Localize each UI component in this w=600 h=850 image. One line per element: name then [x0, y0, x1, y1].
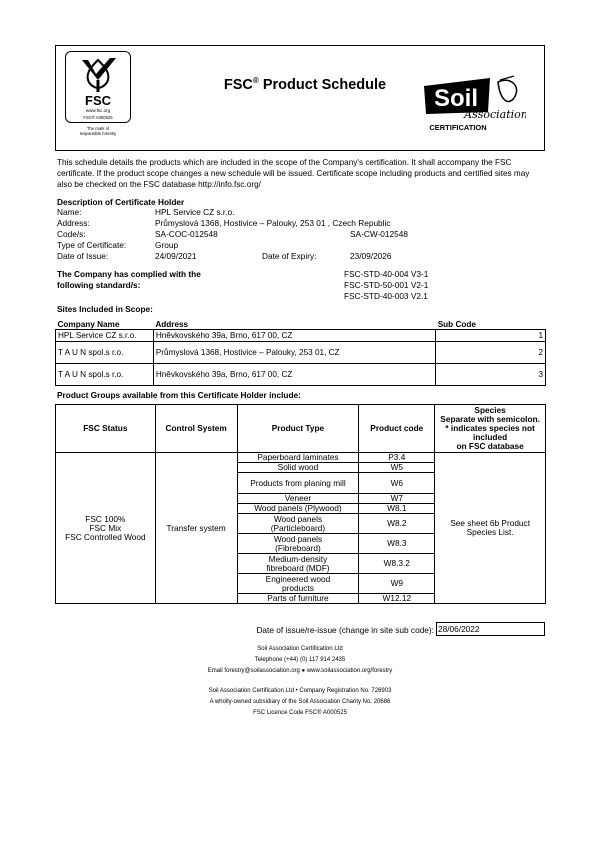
title-fsc: FSC	[223, 76, 253, 93]
address-value: Průmyslová 1368, Hostivice – Palouky, 253 01 , Czech Republic	[155, 218, 391, 228]
expiry-label: Date of Expiry:	[262, 251, 317, 261]
sites-header-row	[56, 320, 546, 330]
product-code: W5	[359, 463, 435, 473]
fsc-url: www.fsc.org	[85, 108, 111, 113]
table-row	[56, 364, 546, 386]
status-line: FSC 100%	[85, 513, 126, 524]
col-product-type: Product Type	[237, 405, 359, 453]
sites-table	[55, 320, 546, 386]
code-value-2: SA-CW-012548	[350, 229, 408, 239]
product-type: Solid wood	[237, 463, 359, 473]
site-company: HPL Service CZ s.r.o.	[56, 330, 154, 342]
product-header-row	[56, 405, 546, 453]
col-control-system: Control System	[155, 405, 237, 453]
standards-label-1: The Company has complied with the	[57, 269, 201, 279]
type-value: Group	[155, 240, 179, 250]
fsc-licence: FSC® A000525	[83, 115, 113, 120]
fsc-status-cell	[56, 453, 156, 604]
footer-email: Email forestry@soilassociation.org ● www.soilassociation.org/forestry	[207, 668, 393, 674]
fsc-caption	[62, 126, 134, 136]
name-label: Name:	[57, 207, 82, 217]
product-code: W8.1	[359, 504, 435, 514]
product-type: Wood panels (Particleboard)	[237, 514, 359, 534]
fsc-tagline-2: responsible forestry	[79, 131, 117, 136]
table-row	[56, 453, 546, 463]
product-code: W7	[359, 494, 435, 504]
standard-item: FSC-STD-50-001 V2-1	[344, 280, 429, 290]
product-code: W8.3.2	[359, 554, 435, 574]
status-line: FSC Controlled Wood	[65, 531, 146, 542]
product-type: Parts of furniture	[237, 594, 359, 604]
site-subcode: 3	[436, 364, 546, 386]
species-value: See sheet 6b Product Species List.	[450, 518, 530, 537]
product-code: W9	[359, 574, 435, 594]
product-code: W8.3	[359, 534, 435, 554]
reissue-date: 28/06/2022	[436, 622, 545, 636]
page-title	[195, 76, 415, 93]
soil-script: Association	[464, 108, 526, 121]
site-subcode: 1	[436, 330, 546, 342]
site-address: Hněvkovského 39a, Brno, 617 00, CZ	[153, 330, 435, 342]
col-subcode: Sub Code	[437, 320, 476, 329]
product-code: W12.12	[359, 594, 435, 604]
col-species	[435, 405, 546, 453]
status-line: FSC Mix	[89, 522, 122, 533]
fsc-wordmark: FSC	[85, 93, 111, 108]
product-type: Engineered wood products	[237, 574, 359, 594]
code-label: Code/s:	[57, 229, 86, 239]
table-row	[56, 330, 546, 342]
table-row	[56, 342, 546, 364]
site-company: T A U N spol.s r.o.	[56, 364, 154, 386]
footer-line: A wholly-owned subsidiary of the Soil Association Charity No. 20686	[209, 699, 391, 705]
product-table	[55, 404, 546, 604]
footer-line: Soil Association Certification Ltd • Company Registration No. 726903	[208, 688, 392, 694]
title-rest: Product Schedule	[258, 76, 387, 93]
product-type: Products from planing mill	[237, 473, 359, 494]
soil-word: Soil	[433, 85, 479, 112]
species-note: on FSC database	[456, 441, 524, 451]
address-label: Address:	[57, 218, 90, 228]
product-code: P3.4	[359, 453, 435, 463]
control-system-cell: Transfer system	[155, 453, 237, 604]
product-type: Paperboard laminates	[237, 453, 359, 463]
species-cell	[435, 453, 546, 604]
species-note: Separate with semicolon.	[440, 414, 540, 424]
soil-certification: CERTIFICATION	[429, 123, 487, 132]
site-address: Průmyslová 1368, Hostivice – Palouky, 253 01, CZ	[153, 342, 435, 364]
code-value-1: SA-COC-012548	[155, 229, 218, 239]
fsc-tagline-1: The mark of	[86, 126, 110, 131]
fsc-logo	[65, 51, 131, 123]
soil-association-logo	[418, 72, 526, 134]
col-company: Company Name	[57, 320, 120, 329]
footer-line: Telephone (+44) (0) 117 914 2435	[254, 657, 346, 663]
title-reg: ®	[252, 76, 259, 85]
product-code: W6	[359, 473, 435, 494]
standard-item: FSC-STD-40-003 V2.1	[344, 291, 428, 301]
product-type: Medium-density fibreboard (MDF)	[237, 554, 359, 574]
expiry-value: 23/09/2026	[350, 251, 392, 261]
fsc-tree-icon	[66, 52, 130, 122]
species-title: Species	[474, 405, 506, 415]
col-address: Address	[155, 320, 189, 329]
col-product-code: Product code	[359, 405, 435, 453]
site-company: T A U N spol.s r.o.	[56, 342, 154, 364]
type-label: Type of Certificate:	[57, 240, 127, 250]
species-note: * indicates species not included	[445, 423, 535, 442]
product-code: W8.2	[359, 514, 435, 534]
name-value: HPL Service CZ s.r.o.	[155, 207, 235, 217]
reissue-label: Date of issue/re-issue (change in site sub code):	[256, 625, 434, 635]
products-heading: Product Groups available from this Certificate Holder include:	[57, 390, 301, 400]
footer-line: Soil Association Certification Ltd	[257, 646, 343, 652]
standard-item: FSC-STD-40-004 V3-1	[344, 269, 429, 279]
col-fsc-status: FSC Status	[56, 405, 156, 453]
product-type: Veneer	[237, 494, 359, 504]
issue-value: 24/09/2021	[155, 251, 197, 261]
intro-paragraph: This schedule details the products which are included in the scope of the Company's certification. It shall accompany the FSC certificate. If the product scope changes a new schedule will be issued. Certificate scope including products and certified sites may also be checked on the FSC database http://info.fsc.org/	[57, 158, 530, 189]
holder-heading: Description of Certificate Holder	[57, 197, 185, 207]
issue-label: Date of Issue:	[57, 251, 109, 261]
product-type: Wood panels (Plywood)	[237, 504, 359, 514]
sites-heading: Sites Included in Scope:	[57, 304, 153, 314]
site-subcode: 2	[436, 342, 546, 364]
standards-label-2: following standard/s:	[57, 280, 141, 290]
product-type: Wood panels (Fibreboard)	[237, 534, 359, 554]
footer-line: FSC Licence Code FSC® A000525	[253, 710, 347, 716]
site-address: Hněvkovského 39a, Brno, 617 00, CZ	[153, 364, 435, 386]
soil-logo-icon	[418, 72, 526, 134]
